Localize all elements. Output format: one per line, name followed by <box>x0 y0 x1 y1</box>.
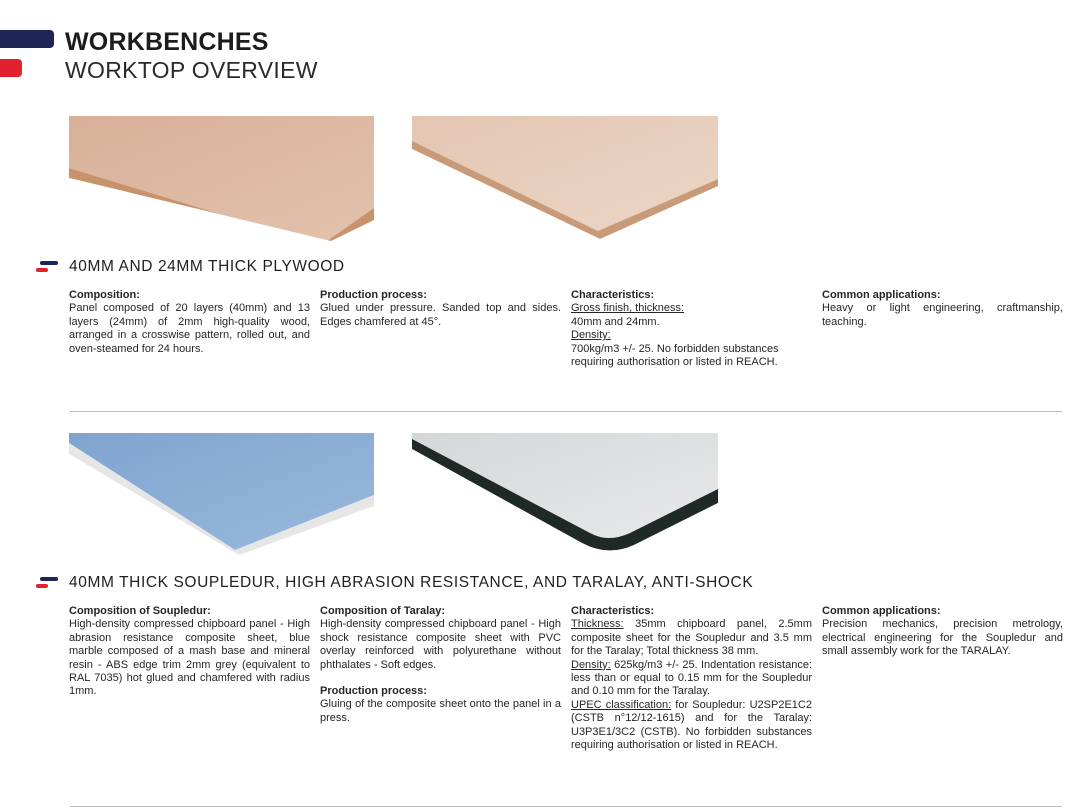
brand-flag-red <box>0 59 22 77</box>
thickness-label: Gross finish, thickness: <box>571 302 685 315</box>
thickness-text: 35mm chipboard panel, 2.5mm composite sheet for the Soupledur and 3.5 mm for the Taralay; Total thickness 38 mm. <box>571 618 812 658</box>
soupledur-taralay-characteristics <box>571 605 812 752</box>
thickness-label: Thickness: <box>571 618 624 631</box>
section-divider <box>70 806 1062 807</box>
plywood-worktop-40mm-image <box>69 116 374 241</box>
taralay-composition <box>320 605 561 725</box>
thickness-text: 40mm and 24mm. <box>571 315 660 328</box>
plywood-applications <box>822 289 1063 329</box>
applications-heading: Common applications: <box>822 605 941 617</box>
brand-flag-navy <box>0 30 54 48</box>
density-text: 625kg/m3 +/- 25. Indentation resistance: less than or equal to 0.15 mm for the Soupledur and 0.10 mm for the Taralay. <box>571 658 812 698</box>
section-divider <box>70 411 1062 412</box>
plywood-characteristics <box>571 289 812 369</box>
section-title-soupledur-taralay: 40MM THICK SOUPLEDUR, HIGH ABRASION RESISTANCE, AND TARALAY, ANTI-SHOCK <box>69 574 754 591</box>
production-text: Gluing of the composite sheet onto the panel in a press. <box>320 698 561 724</box>
density-text: 700kg/m3 +/- 25. No forbidden substances requiring authorisation or listed in REACH. <box>571 342 779 369</box>
production-text: Glued under pressure. Sanded top and sides. Edges chamfered at 45°. <box>320 302 561 328</box>
characteristics-heading: Characteristics: <box>571 289 655 301</box>
upec-text: for Soupledur: U2SP2E1C2 (CSTB n°12/12-1615) and for the Taralay: U3P3E1/3C2 (CSTB). No forbidden substances requiring authorisation or listed in REACH. <box>571 698 812 752</box>
soupledur-worktop-image <box>69 433 374 555</box>
density-label: Density: <box>571 658 611 671</box>
composition-text: Panel composed of 20 layers (40mm) and 13 layers (24mm) of 2mm high-quality wood, arranged in a crosswise pattern, rolled out, and oven-steamed for 24 hours. <box>69 302 310 355</box>
section-marker-icon <box>36 261 58 275</box>
composition-heading: Composition of Soupledur: <box>69 605 211 617</box>
composition-heading: Composition: <box>69 289 140 301</box>
page-title: WORKBENCHES <box>65 28 269 56</box>
production-heading: Production process: <box>320 289 427 301</box>
plywood-production <box>320 289 561 329</box>
soupledur-taralay-applications <box>822 605 1063 659</box>
production-heading: Production process: <box>320 685 427 698</box>
section-marker-icon <box>36 577 58 591</box>
characteristics-heading: Characteristics: <box>571 605 655 617</box>
composition-text: High-density compressed chipboard panel - High shock resistance composite sheet with PVC overlay reinforced with polyurethane without phthalates - Soft edges. <box>320 618 561 671</box>
taralay-worktop-image <box>412 433 718 555</box>
density-label: Density: <box>571 329 611 342</box>
plywood-worktop-24mm-image <box>412 116 718 241</box>
soupledur-composition <box>69 605 310 699</box>
applications-text: Precision mechanics, precision metrology, electrical engineering for the Soupledur and small assembly work for the TARALAY. <box>822 618 1063 658</box>
composition-heading: Composition of Taralay: <box>320 605 446 617</box>
composition-text: High-density compressed chipboard panel - High abrasion resistance composite sheet, blue marble composed of a mash base and mineral resin - ABS edge trim 2mm grey (equivalent to RAL 7035) hot glued and chamfered with radius 1mm. <box>69 618 310 698</box>
applications-text: Heavy or light engineering, craftmanship, teaching. <box>822 302 1063 328</box>
plywood-composition <box>69 289 310 356</box>
upec-label: UPEC classification: <box>571 698 672 711</box>
applications-heading: Common applications: <box>822 289 941 301</box>
section-title-plywood: 40MM AND 24MM THICK PLYWOOD <box>69 258 345 275</box>
page-subtitle: WORKTOP OVERVIEW <box>65 57 318 83</box>
